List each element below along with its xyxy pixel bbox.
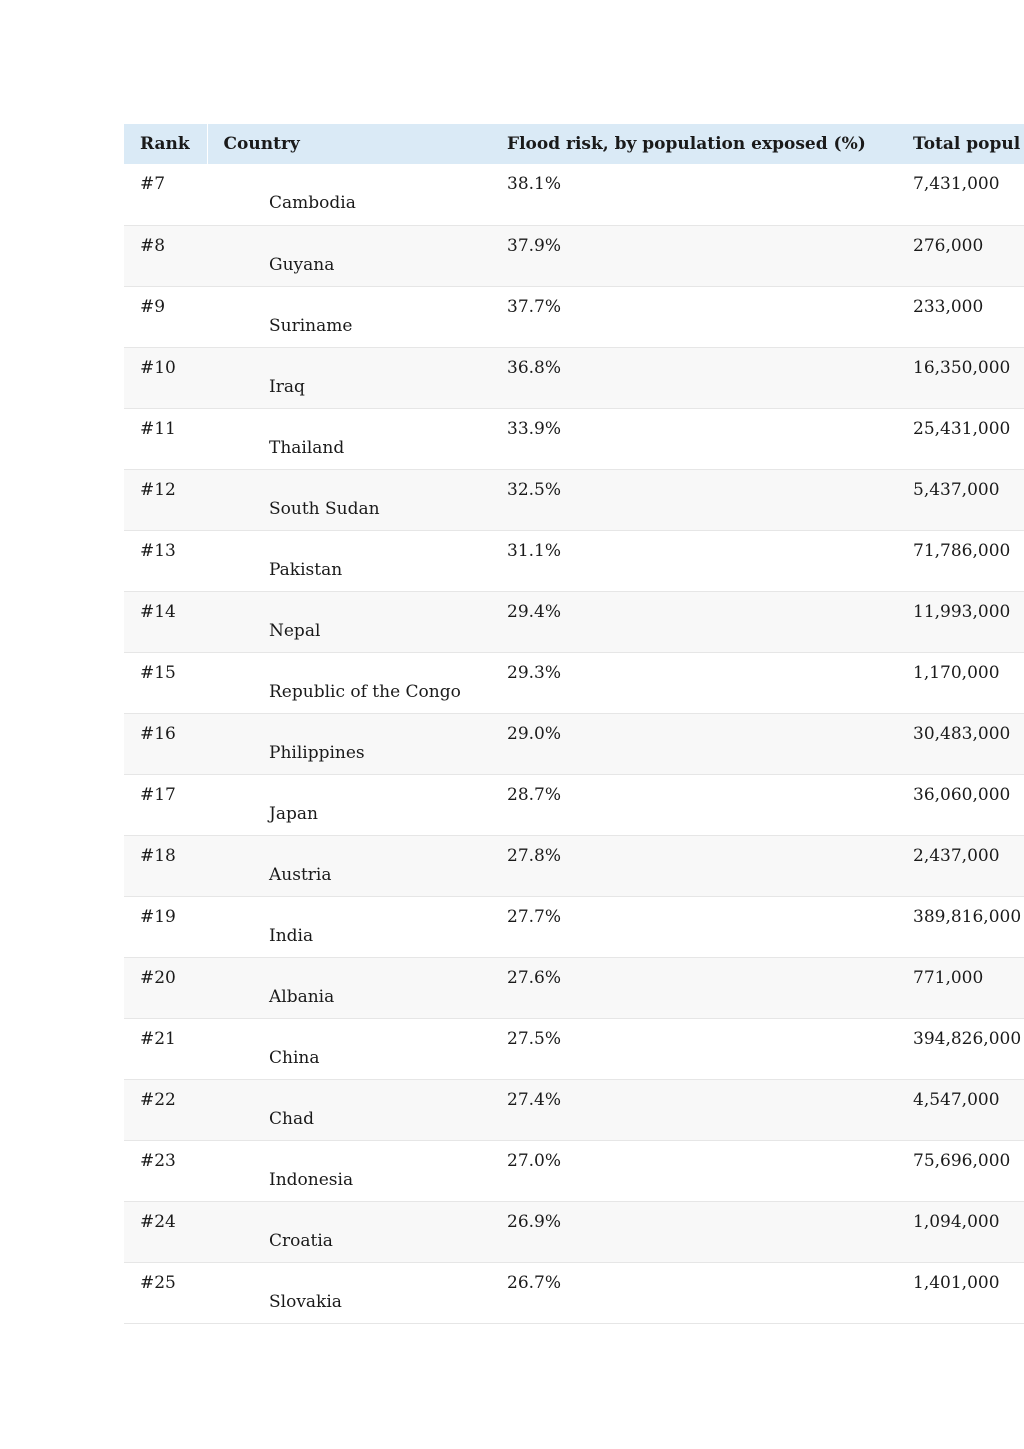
total-population-cell: 75,696,000	[897, 1140, 1024, 1201]
country-name: Croatia	[269, 1230, 333, 1251]
country-name: India	[269, 925, 314, 946]
total-population-cell: 25,431,000	[897, 408, 1024, 469]
table-row	[124, 530, 1024, 591]
rank-cell: #7	[124, 164, 207, 225]
header-flood-risk[interactable]: Flood risk, by population exposed (%)	[491, 124, 897, 164]
total-population-cell: 1,170,000	[897, 652, 1024, 713]
rank-cell: #22	[124, 1079, 207, 1140]
rank-cell: #15	[124, 652, 207, 713]
total-population-cell: 389,816,000	[897, 896, 1024, 957]
flood-risk-cell: 27.0%	[491, 1140, 897, 1201]
header-rank[interactable]: Rank	[124, 124, 207, 164]
flood-risk-cell: 26.9%	[491, 1201, 897, 1262]
country-name: Indonesia	[269, 1169, 354, 1190]
flood-risk-table-container	[124, 124, 1024, 1324]
flood-risk-cell: 37.9%	[491, 225, 897, 286]
country-cell	[207, 1140, 491, 1201]
rank-cell: #14	[124, 591, 207, 652]
country-cell	[207, 835, 491, 896]
rank-cell: #18	[124, 835, 207, 896]
rank-cell: #12	[124, 469, 207, 530]
flood-risk-cell: 37.7%	[491, 286, 897, 347]
country-name: Guyana	[269, 254, 335, 275]
total-population-cell: 71,786,000	[897, 530, 1024, 591]
country-cell	[207, 713, 491, 774]
flood-risk-cell: 27.8%	[491, 835, 897, 896]
flood-risk-cell: 27.5%	[491, 1018, 897, 1079]
flood-risk-table	[124, 124, 1024, 1324]
table-header	[124, 124, 1024, 164]
total-population-cell: 5,437,000	[897, 469, 1024, 530]
table-row	[124, 1018, 1024, 1079]
flood-risk-cell: 28.7%	[491, 774, 897, 835]
country-name: Philippines	[269, 742, 365, 763]
flood-risk-cell: 27.4%	[491, 1079, 897, 1140]
total-population-cell: 771,000	[897, 957, 1024, 1018]
table-row	[124, 469, 1024, 530]
rank-cell: #23	[124, 1140, 207, 1201]
rank-cell: #16	[124, 713, 207, 774]
country-name: Chad	[269, 1108, 314, 1129]
country-name: Cambodia	[269, 193, 356, 213]
flood-risk-cell: 29.0%	[491, 713, 897, 774]
table-row	[124, 835, 1024, 896]
country-cell	[207, 1018, 491, 1079]
country-name: Japan	[269, 803, 318, 824]
country-cell	[207, 1201, 491, 1262]
table-row	[124, 1140, 1024, 1201]
country-name: Thailand	[269, 437, 345, 458]
rank-cell: #8	[124, 225, 207, 286]
country-cell	[207, 164, 491, 225]
table-row	[124, 408, 1024, 469]
flood-risk-cell: 33.9%	[491, 408, 897, 469]
table-row	[124, 713, 1024, 774]
country-cell	[207, 225, 491, 286]
total-population-cell: 30,483,000	[897, 713, 1024, 774]
country-name: Nepal	[269, 620, 321, 641]
flood-risk-cell: 27.6%	[491, 957, 897, 1018]
table-row	[124, 896, 1024, 957]
rank-cell: #17	[124, 774, 207, 835]
table-row	[124, 286, 1024, 347]
total-population-cell: 36,060,000	[897, 774, 1024, 835]
table-row	[124, 1079, 1024, 1140]
flood-risk-cell: 29.3%	[491, 652, 897, 713]
flood-risk-cell: 27.7%	[491, 896, 897, 957]
rank-cell: #11	[124, 408, 207, 469]
total-population-cell: 233,000	[897, 286, 1024, 347]
total-population-cell: 7,431,000	[897, 164, 1024, 225]
table-row	[124, 1262, 1024, 1323]
flood-risk-cell: 32.5%	[491, 469, 897, 530]
table-row	[124, 591, 1024, 652]
flood-risk-cell: 36.8%	[491, 347, 897, 408]
total-population-cell: 16,350,000	[897, 347, 1024, 408]
country-cell	[207, 1079, 491, 1140]
country-cell	[207, 591, 491, 652]
total-population-cell: 276,000	[897, 225, 1024, 286]
country-name: Iraq	[269, 376, 305, 397]
table-row	[124, 347, 1024, 408]
table-row	[124, 1201, 1024, 1262]
country-cell	[207, 652, 491, 713]
table-row	[124, 774, 1024, 835]
total-population-cell: 394,826,000	[897, 1018, 1024, 1079]
total-population-cell: 1,094,000	[897, 1201, 1024, 1262]
total-population-cell: 2,437,000	[897, 835, 1024, 896]
flood-risk-cell: 26.7%	[491, 1262, 897, 1323]
rank-cell: #24	[124, 1201, 207, 1262]
country-name: Albania	[269, 986, 335, 1007]
header-total-population[interactable]: Total popul	[897, 124, 1024, 164]
country-cell	[207, 896, 491, 957]
rank-cell: #21	[124, 1018, 207, 1079]
flood-risk-cell: 31.1%	[491, 530, 897, 591]
country-name: South Sudan	[269, 498, 380, 519]
country-cell	[207, 469, 491, 530]
country-cell	[207, 774, 491, 835]
country-name: Austria	[269, 864, 332, 885]
country-name: Slovakia	[269, 1291, 342, 1312]
country-cell	[207, 957, 491, 1018]
country-cell	[207, 1262, 491, 1323]
total-population-cell: 4,547,000	[897, 1079, 1024, 1140]
flood-risk-cell: 29.4%	[491, 591, 897, 652]
rank-cell: #19	[124, 896, 207, 957]
rank-cell: #25	[124, 1262, 207, 1323]
rank-cell: #20	[124, 957, 207, 1018]
country-cell	[207, 530, 491, 591]
table-row	[124, 652, 1024, 713]
country-cell	[207, 286, 491, 347]
table-row	[124, 957, 1024, 1018]
country-name: Pakistan	[269, 559, 343, 580]
table-row	[124, 225, 1024, 286]
rank-cell: #9	[124, 286, 207, 347]
country-name: China	[269, 1047, 320, 1068]
flood-risk-cell: 38.1%	[491, 164, 897, 225]
rank-cell: #10	[124, 347, 207, 408]
country-name: Republic of the Congo	[269, 681, 461, 702]
table-row	[124, 164, 1024, 225]
total-population-cell: 11,993,000	[897, 591, 1024, 652]
table-body	[124, 164, 1024, 1323]
header-row	[124, 124, 1024, 164]
rank-cell: #13	[124, 530, 207, 591]
country-cell	[207, 408, 491, 469]
header-country[interactable]: Country	[207, 124, 491, 164]
country-cell	[207, 347, 491, 408]
total-population-cell: 1,401,000	[897, 1262, 1024, 1323]
country-name: Suriname	[269, 315, 353, 336]
